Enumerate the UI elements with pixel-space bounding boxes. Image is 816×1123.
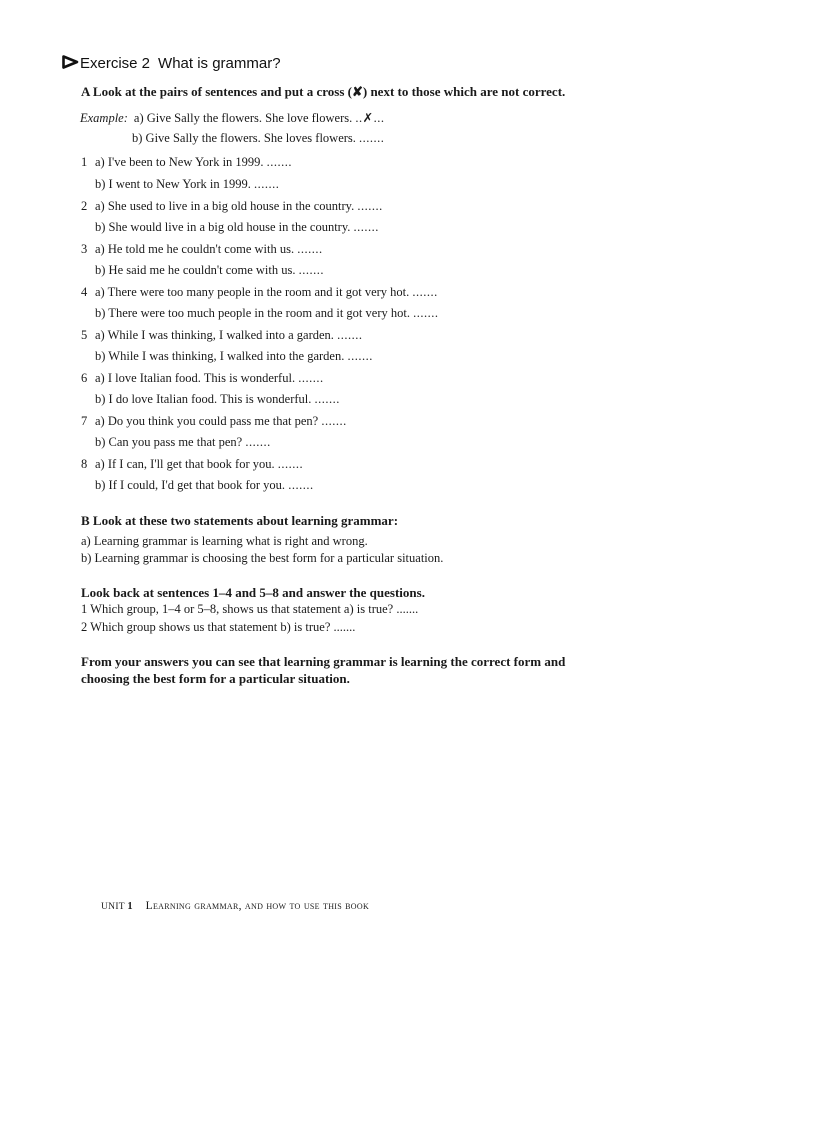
part-a-instruction: A Look at the pairs of sentences and put a cross (✘) next to those which are not correct. — [81, 84, 566, 99]
item-2a: 2 a) She used to live in a big old house in the country. ....... — [81, 199, 383, 213]
item-4a: 4 a) There were too many people in the room and it got very hot. ....... — [81, 285, 438, 299]
questions-heading: Look back at sentences 1–4 and 5–8 and answer the questions. — [81, 585, 425, 600]
item-6a: 6 a) I love Italian food. This is wonderful. ....... — [81, 371, 324, 385]
exercise-label: Exercise 2 — [80, 55, 151, 72]
item-3a: 3 a) He told me he couldn't come with us. ....... — [81, 242, 323, 256]
statement-a: a) Learning grammar is learning what is right and wrong. — [81, 534, 368, 548]
question-2: 2 Which group shows us that statement b) is true? ....... — [81, 620, 356, 634]
conclusion-line-1: From your answers you can see that learning grammar is learning the correct form and — [81, 654, 566, 669]
item-6b: b) I do love Italian food. This is wonderful. ....... — [95, 392, 340, 406]
example-a — [80, 110, 385, 126]
example-a-text: a) Give Sally the flowers. She love flowers. — [133, 111, 353, 125]
item-2b: b) She would live in a big old house in the country. ....... — [95, 220, 379, 234]
footer-title: Learning grammar, and how to use this book — [145, 900, 370, 912]
item-5b: b) While I was thinking, I walked into the garden. ....... — [95, 349, 373, 363]
statement-b: b) Learning grammar is choosing the best form for a particular situation. — [81, 551, 444, 565]
conclusion-line-2: choosing the best form for a particular situation. — [81, 671, 350, 686]
item-8a: 8 a) If I can, I'll get that book for you. ....... — [81, 457, 304, 471]
example-b — [132, 131, 384, 146]
item-5a: 5 a) While I was thinking, I walked into a garden. ....... — [81, 328, 363, 342]
item-1b: b) I went to New York in 1999. ....... — [95, 177, 280, 191]
footer-unit: UNIT 1 — [101, 901, 133, 912]
page-footer — [101, 900, 369, 912]
item-4b: b) There were too much people in the room and it got very hot. ....... — [95, 306, 439, 320]
play-arrow-icon — [62, 55, 79, 73]
item-8b: b) If I could, I'd get that book for you. ....... — [95, 478, 314, 492]
part-b-instruction: B Look at these two statements about learning grammar: — [81, 513, 399, 528]
example-label: Example: — [80, 111, 128, 125]
item-7a: 7 a) Do you think you could pass me that pen? ....... — [81, 414, 347, 428]
exercise-heading — [62, 55, 281, 73]
item-1a: 1 a) I've been to New York in 1999. ....... — [81, 155, 293, 169]
exercise-title: What is grammar? — [158, 55, 281, 72]
question-1: 1 Which group, 1–4 or 5–8, shows us that statement a) is true? ....... — [81, 602, 419, 616]
item-7b: b) Can you pass me that pen? ....... — [95, 435, 271, 449]
example-b-text: b) Give Sally the flowers. She loves flowers. — [132, 131, 356, 145]
item-3b: b) He said me he couldn't come with us. ....... — [95, 263, 324, 277]
example-a-mark: ..✗... — [355, 111, 385, 125]
example-b-mark: ....... — [359, 131, 385, 145]
